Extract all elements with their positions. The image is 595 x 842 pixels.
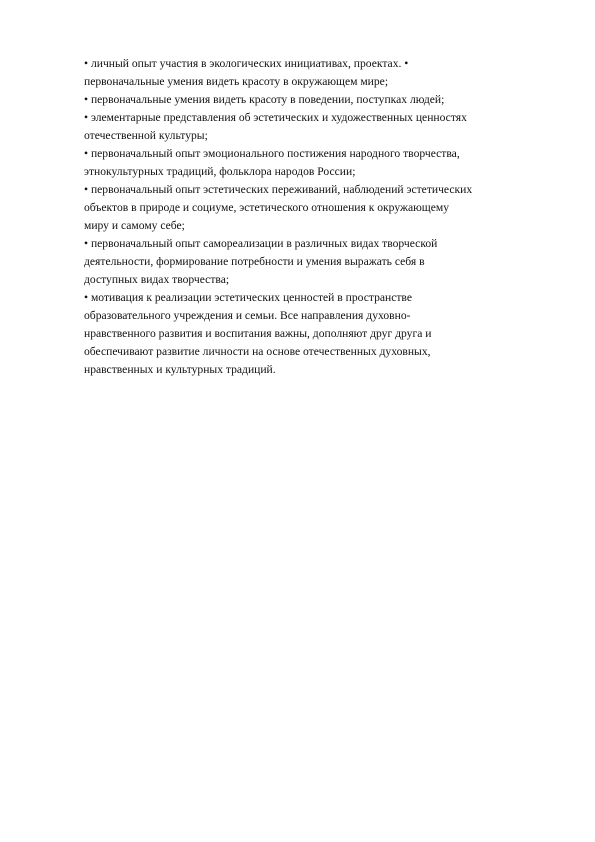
text-line: объектов в природе и социуме, эстетического отношения к окружающему bbox=[84, 201, 449, 214]
text-line: миру и самому себе; bbox=[84, 219, 185, 232]
text-line: доступных видах творчества; bbox=[84, 273, 230, 286]
body-text bbox=[84, 55, 554, 379]
text-line: нравственных и культурных традиций. bbox=[84, 363, 276, 376]
text-line: образовательного учреждения и семьи. Все направления духовно- bbox=[84, 309, 411, 322]
text-line: • мотивация к реализации эстетических ценностей в пространстве bbox=[84, 291, 412, 304]
text-line: • первоначальный опыт самореализации в различных видах творческой bbox=[84, 237, 438, 250]
text-line: этнокультурных традиций, фольклора народов России; bbox=[84, 165, 356, 178]
text-line: • первоначальный опыт эмоционального постижения народного творчества, bbox=[84, 147, 460, 160]
text-line: отечественной культуры; bbox=[84, 129, 208, 142]
text-line: • элементарные представления об эстетических и художественных ценностях bbox=[84, 111, 467, 124]
text-line: • первоначальный опыт эстетических переживаний, наблюдений эстетических bbox=[84, 183, 473, 196]
text-line: • личный опыт участия в экологических инициативах, проектах. • bbox=[84, 57, 409, 70]
text-line: • первоначальные умения видеть красоту в поведении, поступках людей; bbox=[84, 93, 445, 106]
text-line: обеспечивают развитие личности на основе отечественных духовных, bbox=[84, 345, 431, 358]
text-line: первоначальные умения видеть красоту в окружающем мире; bbox=[84, 75, 389, 88]
text-line: деятельности, формирование потребности и умения выражать себя в bbox=[84, 255, 425, 268]
text-line: нравственного развития и воспитания важны, дополняют друг друга и bbox=[84, 327, 432, 340]
